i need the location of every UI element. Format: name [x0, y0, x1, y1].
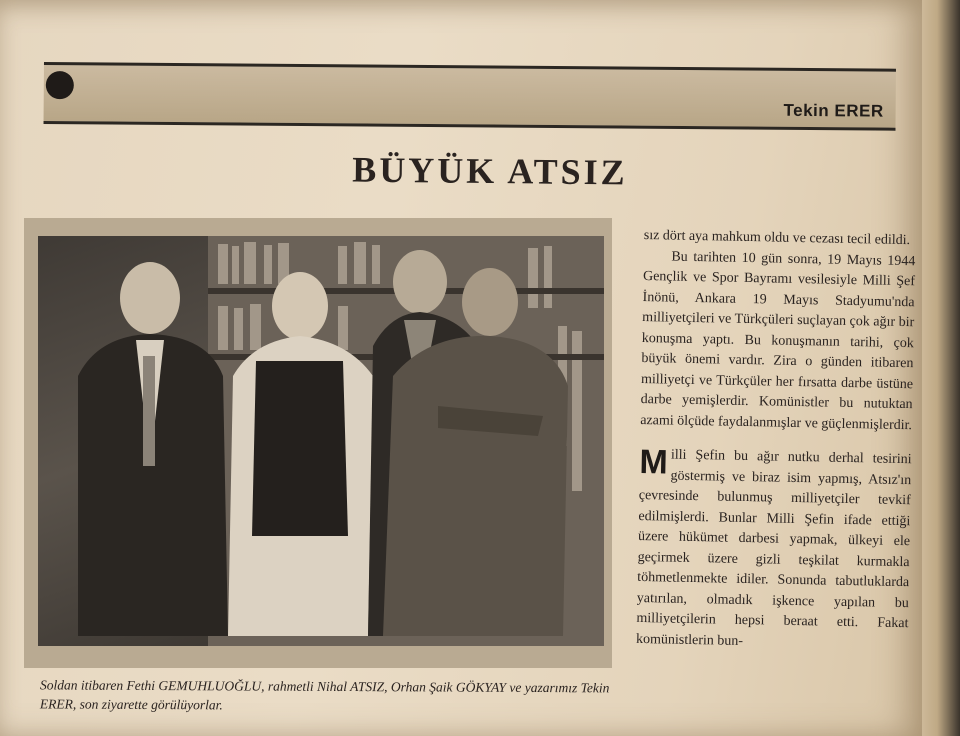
paragraph-2: Bu tarihten 10 gün sonra, 19 Mayıs 1944 Gençlik ve Spor Bayramı vesilesiyle Milli Şef İnönü, Ankara 19 Mayıs Stadyumu'nda milliyetçileri ve Türkçüleri suçlayan çok ağır bir konuşma yaptı. Bu konuşmanın tarihi, çok büyük önemi vardır. Zira o günden itibaren milliyetçi ve Türkçüler her fırsatta darbe üstüne darbe yemişlerdir. Komünistler bu nutuktan azami ölçüde faydalanmışlar ve güçlenmişlerdir.: [640, 249, 916, 433]
article-body-column: [636, 226, 916, 655]
bullet-dot-icon: [46, 71, 74, 99]
section2-text: illi Şefin bu ağır nutku derhal tesirini göstermiş ve biraz isim yapmış, Atsız'ın çevresinde bulunmuş milliyetçiler tevkif edilmişlerdi. Bunlar Milli Şefin ifade ettiği üzere hükümet darbesi yapmak, ülkeyi ele geçirmek üzere gizli teşkilat kurmakla töhmetlenmekte idiler. Sonunda tabutluklarda yatırılan, olmadık işkence yapılan bu milliyetçilerin hepsi beraat etti. Fakat komünistlerin bun-: [635, 447, 912, 649]
paragraph-3: [635, 442, 912, 655]
article-title: BÜYÜK ATSIZ: [352, 149, 628, 193]
photo-caption: Soldan itibaren Fethi GEMUHLUOĞLU, rahmetli Nihal ATSIZ, Orhan Şaik GÖKYAY ve yazarımız Tekin ERER, son ziyarette görülüyorlar.: [39, 677, 610, 713]
author-name: Tekin ERER: [783, 100, 884, 121]
drop-cap: M: [639, 442, 669, 482]
person-1: [78, 262, 228, 636]
page-spine-edge: [922, 0, 960, 736]
group-photo: [38, 236, 604, 646]
paragraph-1: sız dört aya mahkum oldu ve cezası tecil edildi.: [643, 227, 911, 249]
author-banner: [44, 62, 896, 131]
photo-illustration: [38, 236, 604, 646]
